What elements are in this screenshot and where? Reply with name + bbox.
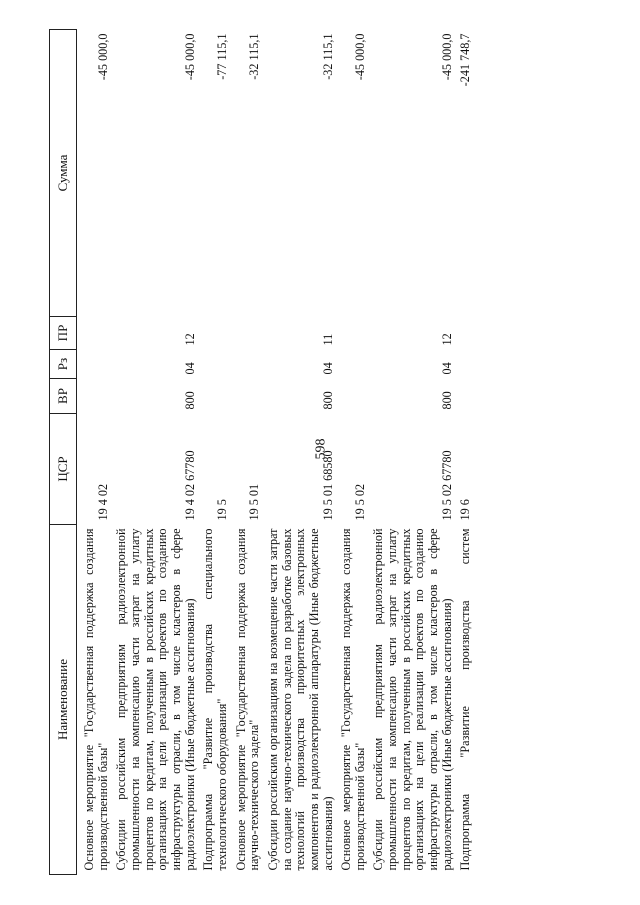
table-row — [337, 30, 369, 875]
table-header-row — [49, 30, 76, 875]
row-sum: -77 115,1 — [214, 33, 229, 80]
row-vr: 800 — [439, 391, 454, 410]
row-pr: 12 — [439, 333, 454, 346]
row-sum: -45 000,0 — [439, 33, 454, 81]
row-csr: 19 4 02 67780 — [182, 450, 197, 521]
row-rz — [199, 350, 231, 379]
row-sum: -45 000,0 — [352, 33, 367, 81]
page-number: 598 — [313, 438, 329, 460]
row-pr — [199, 317, 231, 350]
row-sum: -45 000,0 — [182, 33, 197, 81]
row-rz: 04 — [182, 362, 197, 375]
row-csr: 19 6 — [457, 499, 472, 521]
table-row — [76, 30, 112, 875]
row-name: Субсидии российским предприятиям радиоэлектронной промышленности на компенсацию части затрат на уплату процентов по кредитам, полученным в российских кредитных организациях на цели реализации проектов по созданию инфраструктуры отрасли, в том числе кластеров в сфере радиоэлектроники (Иные бюджетные ассигнования) — [370, 528, 454, 871]
header-csr: ЦСР — [49, 414, 76, 525]
row-sum: -32 115,1 — [246, 33, 261, 80]
row-csr: 19 5 01 — [246, 483, 261, 521]
row-sum: -241 748,7 — [457, 33, 472, 87]
row-csr: 19 5 — [214, 499, 229, 521]
row-sum: -32 115,1 — [320, 33, 334, 80]
row-pr: 12 — [182, 333, 197, 346]
row-vr — [231, 379, 263, 414]
row-vr: 800 — [320, 391, 334, 410]
row-rz — [231, 350, 263, 379]
row-csr: 19 5 01 68580 — [320, 450, 334, 521]
row-csr: 19 4 02 — [95, 483, 110, 521]
row-rz — [337, 350, 369, 379]
row-vr — [76, 379, 112, 414]
budget-table — [49, 29, 475, 875]
header-sum: Сумма — [49, 30, 76, 317]
row-vr: 800 — [182, 391, 197, 410]
row-name: Основное мероприятие "Государственная поддержка создания производственной базы" — [338, 528, 367, 871]
row-csr: 19 5 02 — [352, 483, 367, 521]
row-vr — [199, 379, 231, 414]
row-pr — [76, 317, 112, 350]
row-pr — [456, 317, 475, 350]
header-vr: ВР — [49, 379, 76, 414]
table-row — [199, 30, 231, 875]
budget-sheet — [49, 30, 592, 875]
row-rz — [76, 350, 112, 379]
table-row — [369, 30, 456, 875]
table-row — [456, 30, 475, 875]
row-name: Подпрограмма "Развитие производства специального технологического оборудования" — [200, 528, 229, 871]
row-vr — [456, 379, 475, 414]
row-sum: -45 000,0 — [95, 33, 110, 81]
row-pr — [231, 317, 263, 350]
row-csr: 19 5 02 67780 — [439, 450, 454, 521]
row-name: Подпрограмма "Развитие производства систем — [457, 528, 472, 871]
row-rz: 04 — [439, 362, 454, 375]
row-name: Основное мероприятие "Государственная поддержка создания научно-технического задела" — [233, 528, 261, 871]
table-row — [112, 30, 199, 875]
row-pr — [337, 317, 369, 350]
header-name: Наименование — [49, 525, 76, 875]
table-row — [263, 30, 336, 875]
row-vr — [337, 379, 369, 414]
row-rz — [456, 350, 475, 379]
header-pr: ПР — [49, 317, 76, 350]
table-row — [231, 30, 263, 875]
row-pr: 11 — [320, 333, 334, 346]
row-name: Субсидии российским предприятиям радиоэлектронной промышленности на компенсацию части затрат на уплату процентов по кредитам, полученным в российских кредитных организациях на цели реализации проектов по созданию инфраструктуры отрасли, в том числе кластеров в сфере радиоэлектроники (Иные бюджетные ассигнования) — [113, 528, 197, 871]
header-rz: Рз — [49, 350, 76, 379]
row-name: Основное мероприятие "Государственная поддержка создания производственной базы" — [81, 528, 110, 871]
row-rz: 04 — [320, 362, 334, 375]
row-name: Субсидии российским организациям на возмещение части затрат на создание научно-технического задела по разработке базовых технологий производства приоритетных электронных компонентов и радиоэлектронной аппаратуры (Иные бюджетные ассигнования) — [265, 528, 334, 871]
